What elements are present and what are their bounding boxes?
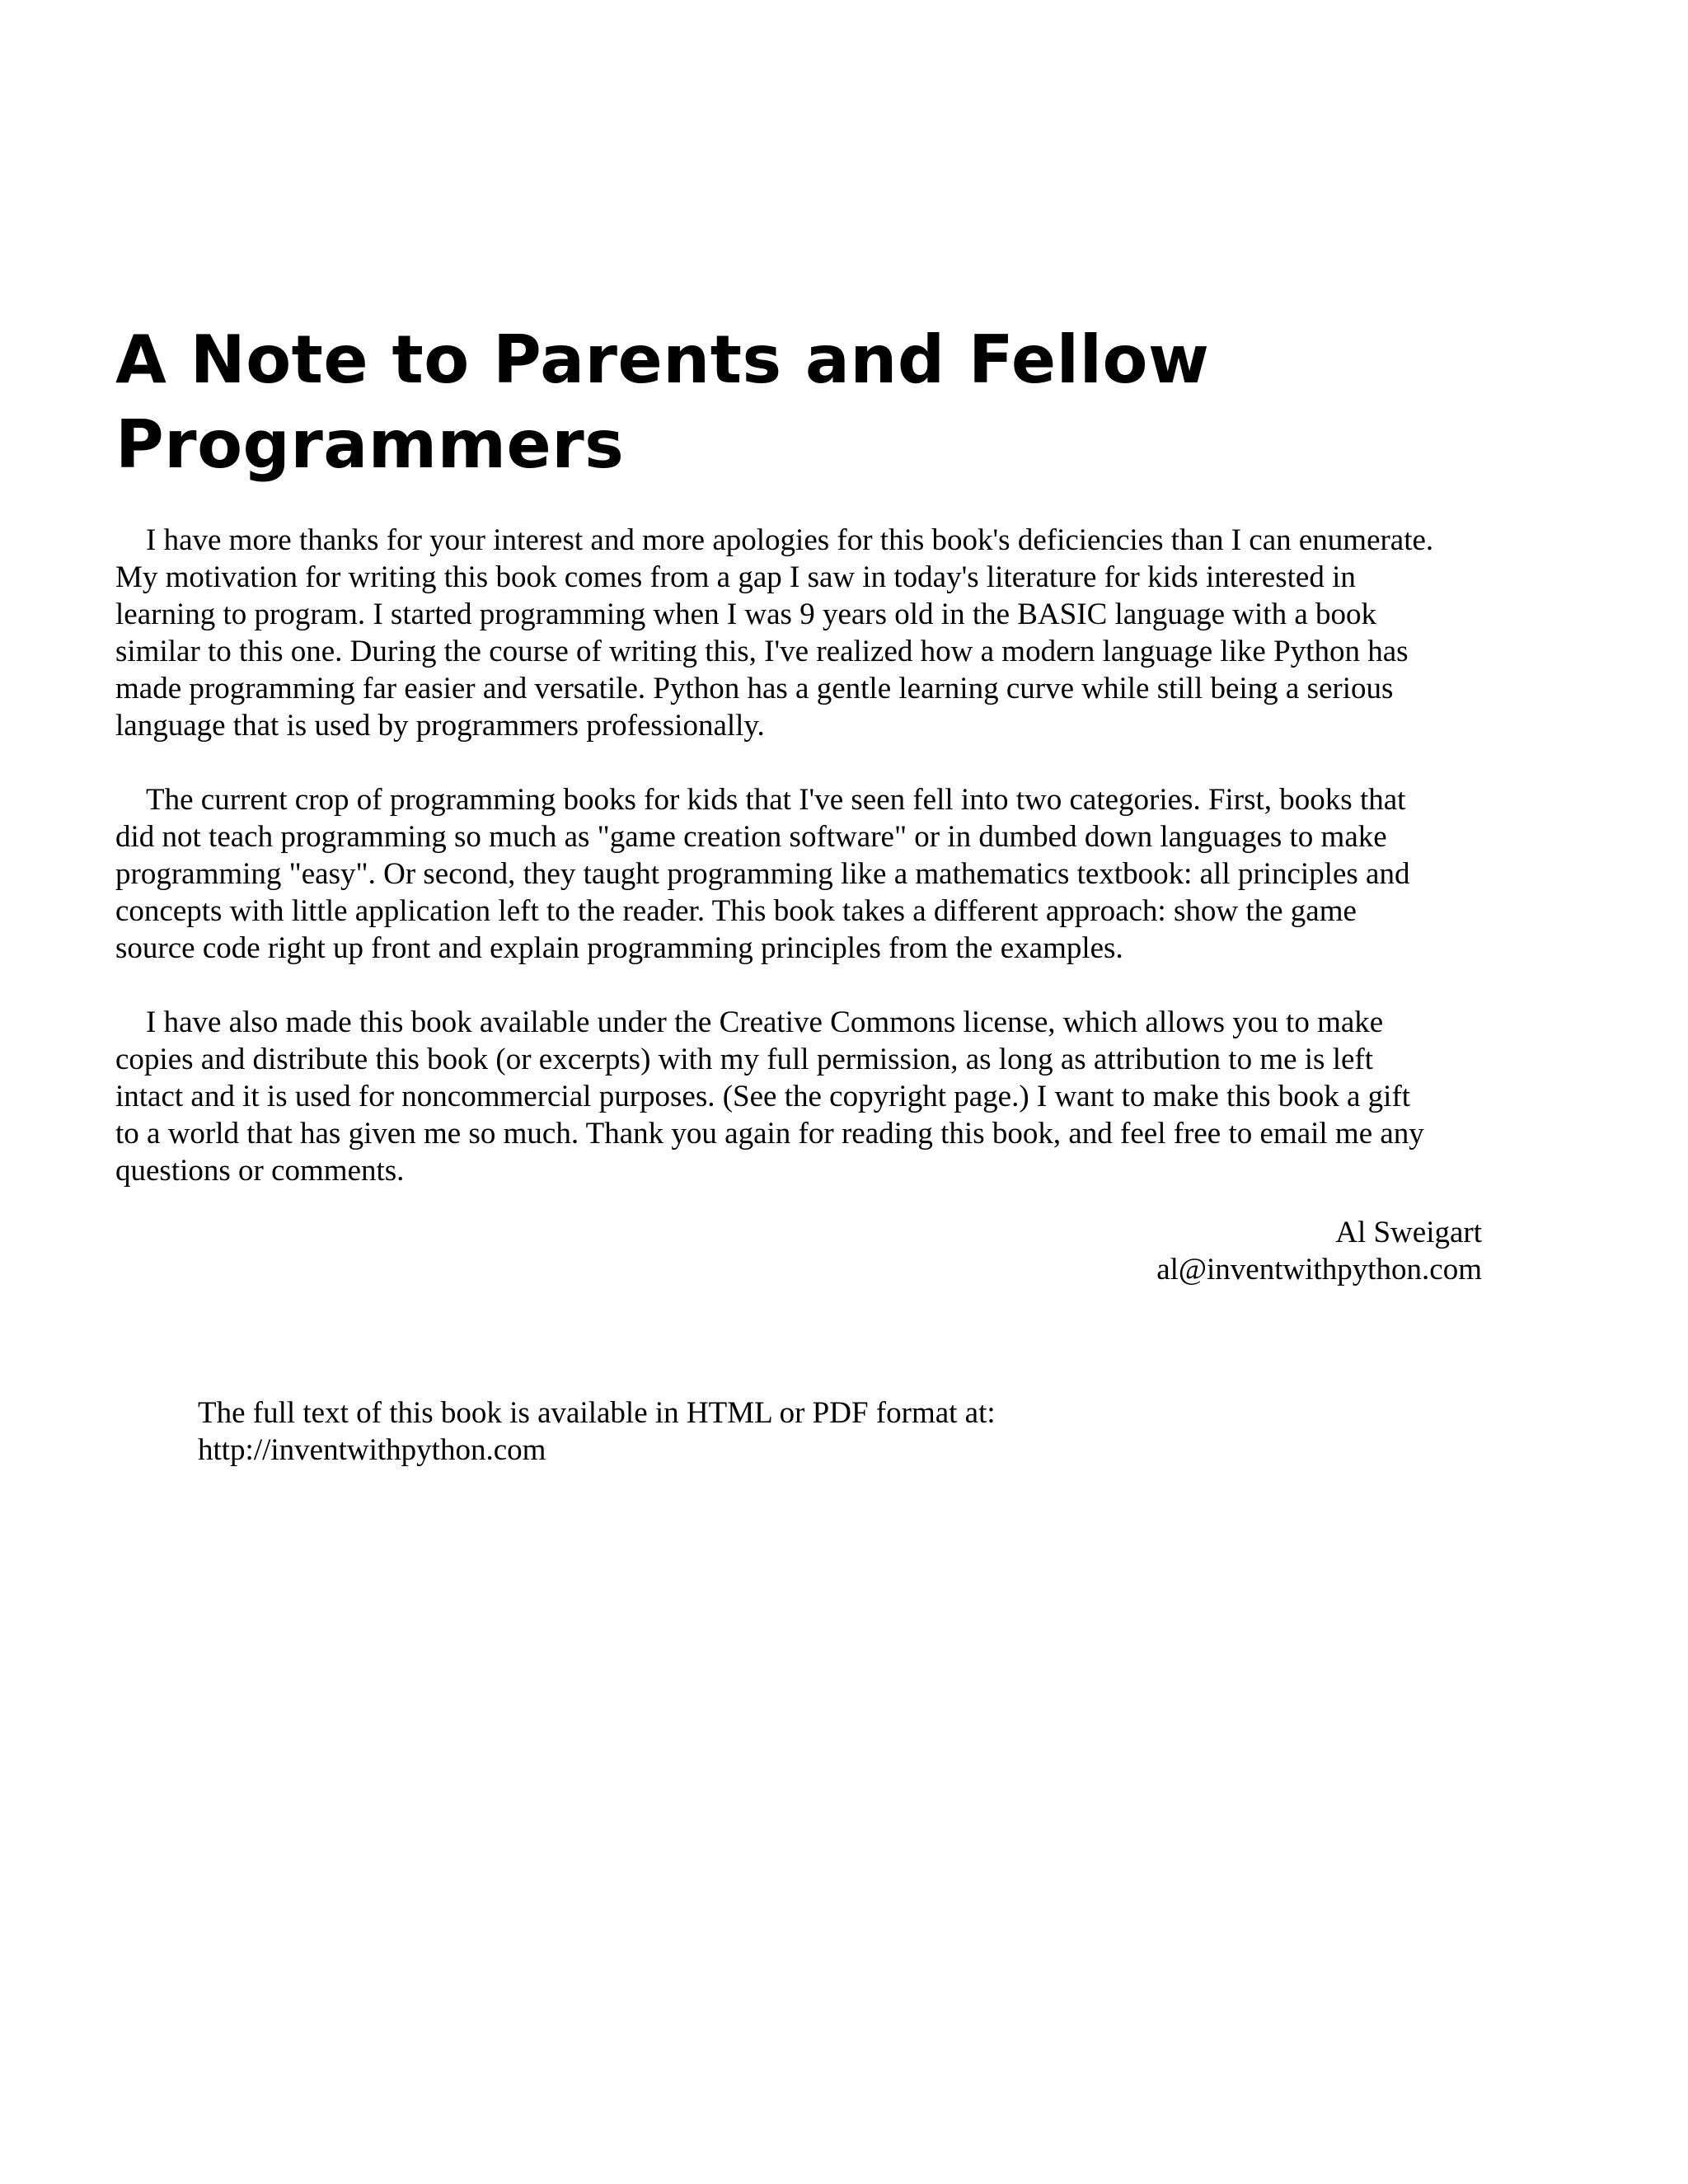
paragraph-line: intact and it is used for noncommercial purposes. (See the copyright page.) I want to make this book a gift bbox=[115, 1080, 1411, 1113]
availability-note bbox=[198, 1394, 996, 1469]
availability-text: The full text of this book is available in HTML or PDF format at: bbox=[198, 1396, 996, 1430]
author-name: Al Sweigart bbox=[1335, 1216, 1482, 1249]
paragraph-line: made programming far easier and versatile. Python has a gentle learning curve while still being a serious bbox=[115, 672, 1394, 705]
paragraph-line: copies and distribute this book (or excerpts) with my full permission, as long as attribution to me is left bbox=[115, 1043, 1373, 1076]
paragraph-line: language that is used by programmers professionally. bbox=[115, 709, 765, 743]
website-url: http://inventwithpython.com bbox=[198, 1433, 546, 1467]
paragraph-current-crop bbox=[115, 781, 1591, 967]
signature-block bbox=[1156, 1214, 1482, 1288]
paragraph-line: concepts with little application left to the reader. This book takes a different approach: show the game bbox=[115, 894, 1357, 928]
page-title-line-1: A Note to Parents and Fellow bbox=[115, 321, 1210, 398]
paragraph-line: source code right up front and explain programming principles from the examples. bbox=[115, 931, 1123, 965]
paragraph-line: I have more thanks for your interest and more apologies for this book's deficiencies than I can enumerate. bbox=[146, 523, 1434, 557]
page-title-line-2: Programmers bbox=[115, 406, 625, 483]
paragraph-line: similar to this one. During the course of writing this, I've realized how a modern language like Python has bbox=[115, 635, 1409, 668]
page-title bbox=[115, 317, 1533, 487]
paragraph-line: I have also made this book available under the Creative Commons license, which allows you to make bbox=[146, 1005, 1384, 1039]
body-text bbox=[115, 522, 1591, 1226]
paragraph-line: to a world that has given me so much. Thank you again for reading this book, and feel free to email me any bbox=[115, 1117, 1424, 1151]
paragraph-intro bbox=[115, 522, 1591, 744]
paragraph-line: learning to program. I started programming when I was 9 years old in the BASIC language with a book bbox=[115, 598, 1377, 631]
paragraph-license bbox=[115, 1004, 1591, 1189]
paragraph-line: The current crop of programming books for kids that I've seen fell into two categories. First, books that bbox=[146, 783, 1406, 817]
paragraph-line: My motivation for writing this book comes from a gap I saw in today's literature for kids interested in bbox=[115, 560, 1356, 594]
paragraph-line: programming "easy". Or second, they taught programming like a mathematics textbook: all principles and bbox=[115, 857, 1410, 891]
paragraph-line: questions or comments. bbox=[115, 1154, 405, 1188]
paragraph-line: did not teach programming so much as "game creation software" or in dumbed down languages to make bbox=[115, 820, 1387, 854]
author-email: al@inventwithpython.com bbox=[1156, 1253, 1482, 1286]
